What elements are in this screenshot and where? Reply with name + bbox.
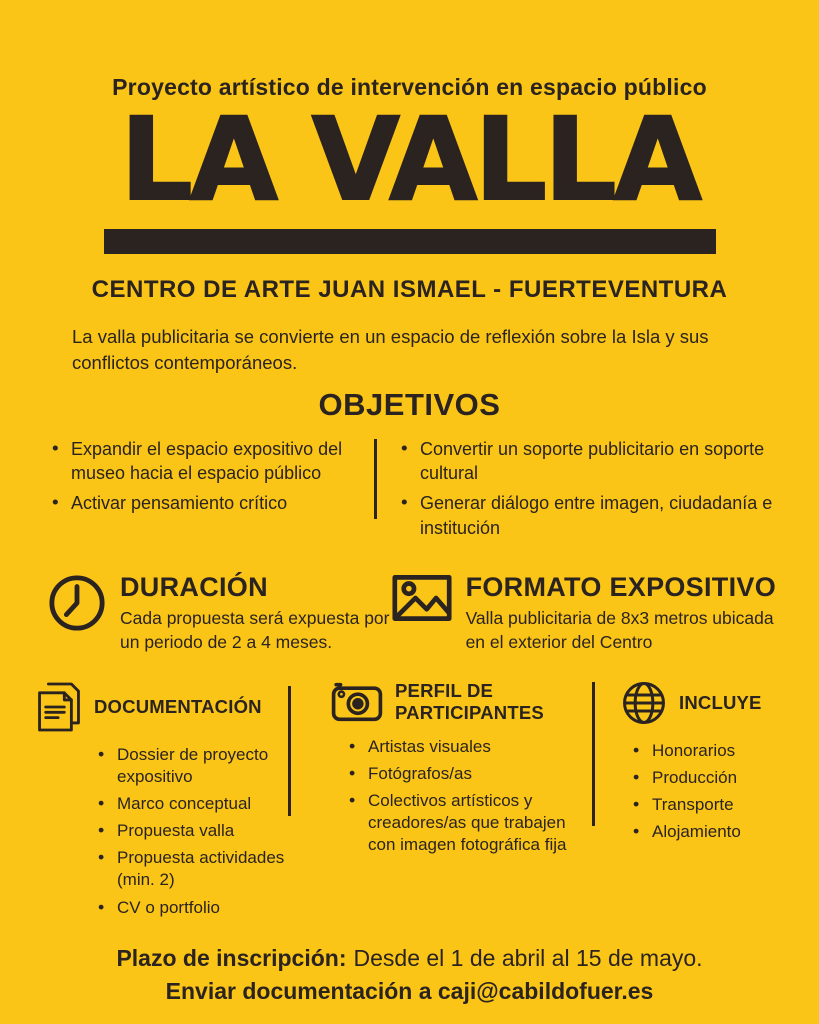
list-item: • Generar diálogo entre imagen, ciudadanía e institución — [399, 491, 777, 540]
formato-heading: FORMATO EXPOSITIVO — [465, 572, 776, 603]
incluye-header — [621, 680, 791, 726]
list-item: • Alojamiento — [631, 821, 791, 843]
deadline-block — [0, 942, 819, 1009]
duracion-text: Cada propuesta será expuesta por un periodo de 2 a 4 meses. — [120, 608, 390, 652]
deadline-label: Plazo de inscripción: — [116, 944, 347, 971]
objetivos-heading: OBJETIVOS — [318, 386, 501, 422]
camera-icon — [331, 681, 383, 723]
picture-icon — [392, 574, 452, 622]
list-item: • Honorarios — [631, 740, 791, 762]
perfil-column — [291, 680, 592, 924]
title-underline-bar — [104, 229, 716, 254]
list-item: • Marco conceptual — [96, 793, 288, 815]
documentacion-heading: DOCUMENTACIÓN — [94, 695, 262, 717]
deadline-line1 — [0, 942, 819, 975]
documents-icon — [36, 680, 82, 734]
list-item: • Artistas visuales — [347, 736, 592, 758]
incluye-column — [595, 680, 791, 924]
list-item: • Producción — [631, 767, 791, 789]
list-item: • Activar pensamiento crítico — [50, 491, 370, 515]
list-item: • Dossier de proyecto expositivo — [96, 744, 288, 788]
list-item: • Colectivos artísticos y creadores/as que trabajen con imagen fotográfica fija — [347, 790, 592, 856]
intro-paragraph: La valla publicitaria se convierte en un espacio de reflexión sobre la Isla y sus conflictos contemporáneos. — [72, 326, 709, 374]
documentacion-header — [36, 680, 288, 734]
duracion-text-block — [120, 572, 392, 654]
kicker: Proyecto artístico de intervención en espacio público — [112, 74, 707, 100]
incluye-heading: INCLUYE — [679, 691, 762, 713]
list-item: • Expandir el espacio expositivo del museo hacia el espacio público — [50, 437, 370, 486]
objetivos-left-list — [50, 437, 370, 547]
documentacion-column — [36, 680, 288, 924]
formato-text-block — [466, 572, 779, 654]
objetivos-right-list — [377, 437, 777, 547]
poster-title: LA VALLA — [120, 93, 699, 226]
perfil-heading: PERFIL DE PARTICIPANTES — [395, 679, 544, 723]
formato-text: Valla publicitaria de 8x3 metros ubicada en el exterior del Centro — [465, 608, 774, 652]
list-item: • Propuesta valla — [96, 820, 288, 842]
list-item: • Propuesta actividades (min. 2) — [96, 847, 288, 891]
objetivos-columns — [50, 437, 777, 547]
perfil-list — [331, 736, 592, 856]
incluye-list — [621, 740, 791, 843]
documentacion-list — [36, 744, 288, 919]
list-item: • Convertir un soporte publicitario en soporte cultural — [399, 437, 777, 486]
subtitle: CENTRO DE ARTE JUAN ISMAEL - FUERTEVENTURA — [91, 276, 728, 303]
list-item: • Transporte — [631, 794, 791, 816]
deadline-dates: Desde el 1 de abril al 15 de mayo. — [353, 944, 703, 971]
deadline-line2: Enviar documentación a caji@cabildofuer.es — [165, 977, 654, 1004]
duracion-section — [48, 572, 392, 654]
list-item: • Fotógrafos/as — [347, 763, 592, 785]
details-columns — [36, 680, 791, 924]
perfil-header — [331, 680, 592, 724]
formato-section — [392, 572, 779, 654]
list-item: • CV o portfolio — [96, 897, 288, 919]
duracion-heading: DURACIÓN — [120, 572, 268, 603]
globe-icon — [621, 680, 667, 726]
info-row — [48, 572, 779, 654]
clock-icon — [48, 574, 106, 632]
